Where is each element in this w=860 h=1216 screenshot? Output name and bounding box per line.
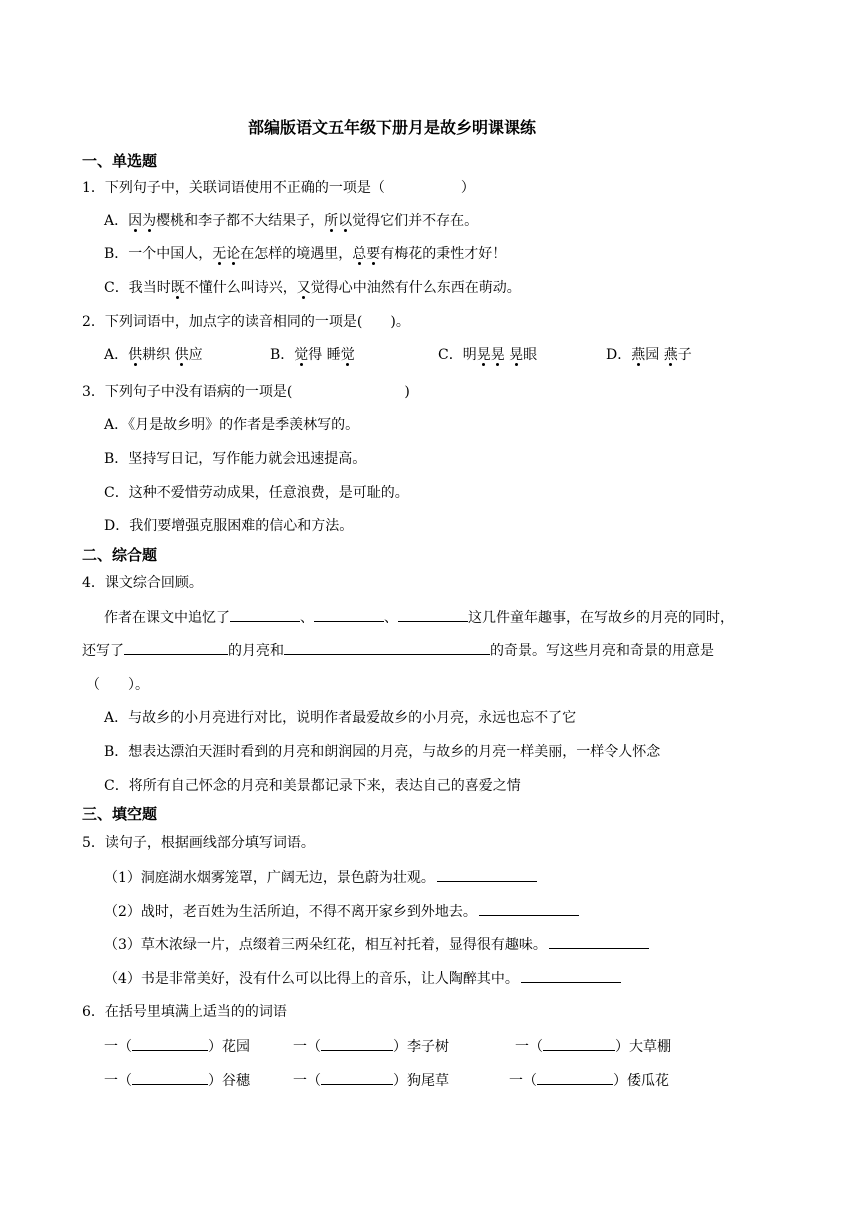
question-2-stem: 2．下列词语中，加点字的读音相同的一项是( )。: [82, 314, 410, 330]
q3-option-d[interactable]: D．我们要增强克服困难的信心和方法。: [104, 518, 354, 534]
answer-blank[interactable]: [314, 607, 384, 622]
dotted-char: 晃: [490, 347, 505, 363]
q2-option-b[interactable]: B．觉得 睡觉: [270, 347, 355, 363]
section-heading-single-choice: 一、单选题: [82, 152, 158, 170]
answer-blank[interactable]: [321, 1036, 393, 1051]
emphasized-word: 无论: [212, 246, 241, 262]
dotted-char: 燕: [663, 347, 678, 363]
q6-item: 一（ ）谷穗: [104, 1070, 250, 1091]
page-title: 部编版语文五年级下册月是故乡明课课练: [248, 118, 537, 137]
answer-blank[interactable]: [549, 934, 649, 949]
q1-option-a[interactable]: A．因为樱桃和李子都不大结果子，所以觉得它们并不存在。: [104, 213, 479, 229]
q4-paragraph-line2: 还写了 的月亮和 的奇景。写这些月亮和奇景的用意是: [82, 640, 714, 661]
emphasized-word: 所以: [324, 213, 353, 229]
q3-option-c[interactable]: C．这种不爱惜劳动成果，任意浪费，是可耻的。: [104, 485, 409, 501]
question-4-stem: 4．课文综合回顾。: [82, 575, 203, 591]
dotted-char: 供: [128, 347, 143, 363]
q6-item: 一（ ）狗尾草: [293, 1070, 449, 1091]
answer-blank[interactable]: [132, 1036, 208, 1051]
q4-option-b[interactable]: B．想表达漂泊天涯时看到的月亮和朗润园的月亮，与故乡的月亮一样美丽，一样令人怀念: [104, 744, 661, 760]
q4-answer-paren: （ ）。: [86, 677, 149, 693]
dotted-char: 晃: [509, 347, 524, 363]
emphasized-word: 因为: [128, 213, 157, 229]
answer-blank[interactable]: [321, 1070, 393, 1085]
question-6-stem: 6．在括号里填满上适当的的词语: [82, 1004, 287, 1020]
answer-blank[interactable]: [284, 640, 490, 655]
answer-blank[interactable]: [437, 867, 537, 882]
dotted-char: 燕: [631, 347, 646, 363]
answer-blank[interactable]: [521, 968, 621, 983]
answer-blank[interactable]: [132, 1070, 208, 1085]
question-1-stem: 1．下列句子中，关联词语使用不正确的一项是（ ）: [82, 180, 475, 196]
q2-option-a[interactable]: A．供耕织 供应: [104, 347, 203, 363]
q3-option-a[interactable]: A．《月是故乡明》的作者是季羡林写的。: [104, 417, 360, 433]
section-heading-comprehensive: 二、综合题: [82, 546, 158, 564]
q4-paragraph-line1: 作者在课文中追忆了 、 、 这几件童年趣事，在写故乡的月亮的同时，: [104, 607, 734, 628]
q6-item: 一（ ）大草棚: [515, 1036, 671, 1057]
q6-item: 一（ ）李子树: [293, 1036, 449, 1057]
dotted-char: 觉: [294, 347, 309, 363]
q5-item-4: （4）书是非常美好，没有什么可以比得上的音乐，让人陶醉其中。: [104, 968, 621, 989]
q6-item: 一（ ）倭瓜花: [509, 1070, 669, 1091]
q3-option-b[interactable]: B．坚持写日记，写作能力就会迅速提高。: [104, 451, 367, 467]
answer-blank[interactable]: [543, 1036, 615, 1051]
q1-option-b[interactable]: B．一个中国人，无论在怎样的境遇里，总要有梅花的秉性才好！: [104, 246, 507, 262]
q5-item-2: （2）战时，老百姓为生活所迫，不得不离开家乡到外地去。: [104, 901, 579, 922]
question-3-stem: 3．下列句子中没有语病的一项是( ): [82, 384, 410, 400]
emphasized-word: 又: [296, 280, 311, 296]
section-heading-fill-blank: 三、填空题: [82, 805, 158, 823]
q5-item-1: （1）洞庭湖水烟雾笼罩，广阔无边，景色蔚为壮观。: [104, 867, 537, 888]
emphasized-word: 总要: [352, 246, 381, 262]
q2-option-d[interactable]: D．燕园 燕子: [606, 347, 692, 363]
answer-blank[interactable]: [398, 607, 468, 622]
q4-option-a[interactable]: A．与故乡的小月亮进行对比，说明作者最爱故乡的小月亮，永远也忘不了它: [104, 710, 577, 726]
answer-blank[interactable]: [124, 640, 228, 655]
answer-blank[interactable]: [230, 607, 300, 622]
answer-blank[interactable]: [479, 901, 579, 916]
q5-item-3: （3）草木浓绿一片，点缀着三两朵红花，相互衬托着，显得很有趣味。: [104, 934, 649, 955]
question-5-stem: 5．读句子，根据画线部分填写词语。: [82, 835, 315, 851]
dotted-char: 供: [174, 347, 189, 363]
emphasized-word: 既: [170, 280, 185, 296]
q4-option-c[interactable]: C．将所有自己怀念的月亮和美景都记录下来，表达自己的喜爱之情: [104, 778, 521, 794]
answer-blank[interactable]: [537, 1070, 613, 1085]
q2-option-c[interactable]: C．明晃晃 晃眼: [438, 347, 538, 363]
q1-option-c[interactable]: C．我当时既不懂什么叫诗兴，又觉得心中油然有什么东西在萌动。: [104, 280, 521, 296]
dotted-char: 觉: [340, 347, 355, 363]
dotted-char: 晃: [476, 347, 491, 363]
q6-item: 一（ ）花园: [104, 1036, 250, 1057]
